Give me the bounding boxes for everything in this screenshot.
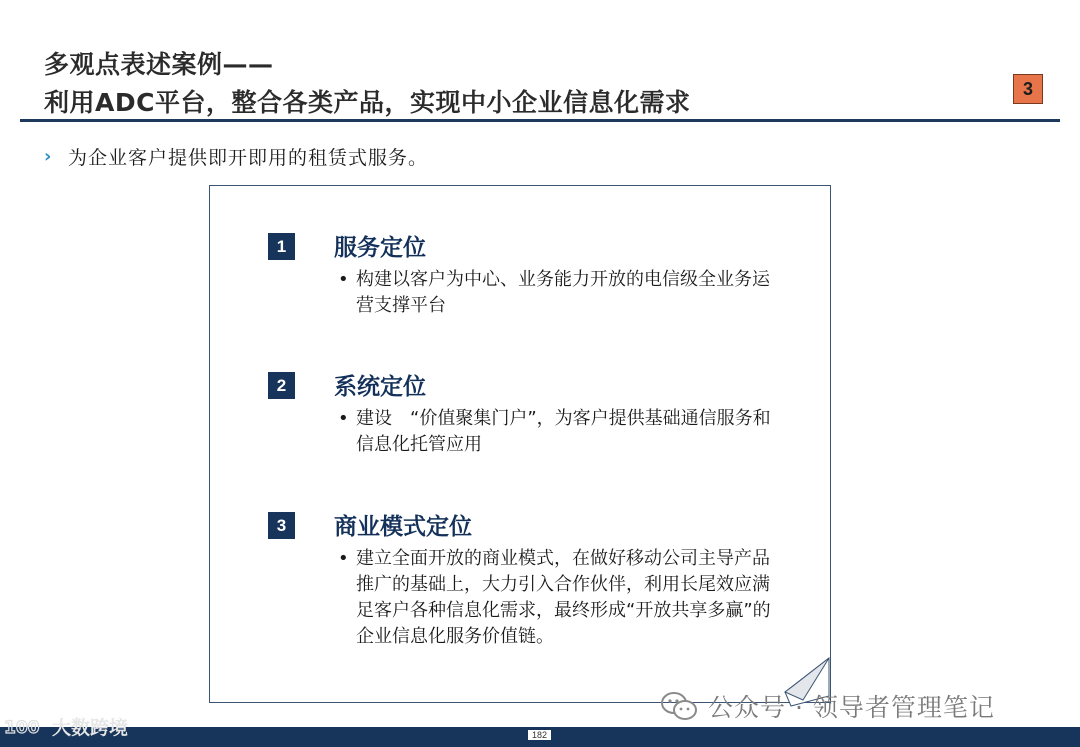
section-heading: 系统定位 xyxy=(334,374,426,400)
brand-watermark xyxy=(4,713,128,740)
section-bullet xyxy=(338,546,778,650)
slide-title xyxy=(44,46,944,122)
wechat-watermark xyxy=(660,688,995,724)
section-badge: 3 xyxy=(1013,74,1043,104)
bullet-text: 建立全面开放的商业模式，在做好移动公司主导产品推广的基础上，大力引入合作伙伴，利用长尾效应满足客户各种信息化需求，最终形成“开放共享多赢”的企业信息化服务价值链。 xyxy=(356,548,771,647)
section-number: 2 xyxy=(268,372,295,399)
section-bullet xyxy=(338,406,778,458)
bullet-text: 建设 “价值聚集门户”，为客户提供基础通信服务和信息化托管应用 xyxy=(356,408,771,455)
wechat-icon xyxy=(660,690,698,722)
title-divider xyxy=(20,119,1060,122)
bullet-text: 构建以客户为中心、业务能力开放的电信级全业务运营支撑平台 xyxy=(356,269,770,316)
section-number: 3 xyxy=(268,512,295,539)
section-bullet xyxy=(338,267,778,319)
positioning-card xyxy=(209,185,831,703)
intro-text: 为企业客户提供即开即用的租赁式服务。 xyxy=(68,147,429,169)
section-heading: 商业模式定位 xyxy=(334,514,472,540)
brand-text: 大数跨境 xyxy=(52,717,129,739)
intro-bullet xyxy=(44,143,428,170)
bullet-dot-icon: • xyxy=(338,408,349,429)
watermark-text: 公众号 · 领导者管理笔记 xyxy=(708,693,995,722)
bullet-dot-icon: • xyxy=(338,548,349,569)
title-line-1: 多观点表述案例—— xyxy=(44,50,274,79)
title-line-2: 利用ADC平台，整合各类产品，实现中小企业信息化需求 xyxy=(44,88,691,117)
page-number: 182 xyxy=(528,730,551,740)
chevron-right-icon: › xyxy=(44,146,52,167)
section-number: 1 xyxy=(268,233,295,260)
section-heading: 服务定位 xyxy=(334,235,426,261)
svg-text:100: 100 xyxy=(4,717,40,738)
brand-logo-icon xyxy=(4,716,48,738)
bullet-dot-icon: • xyxy=(338,269,349,290)
